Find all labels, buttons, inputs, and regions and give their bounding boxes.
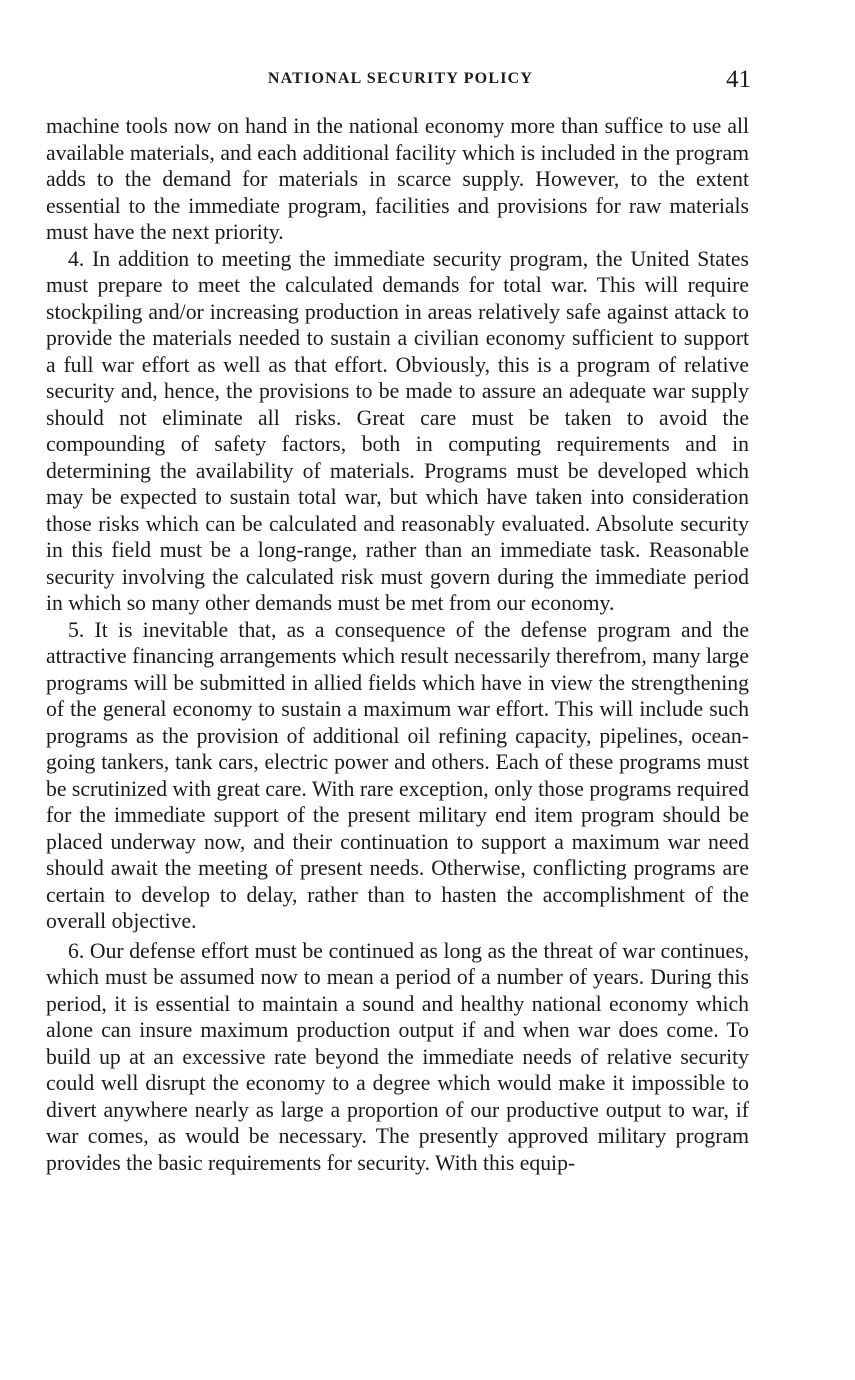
running-header xyxy=(46,66,755,96)
body-text xyxy=(46,113,749,1176)
paragraph-continuation: machine tools now on hand in the national economy more than suffice to use all available materials, and each additional facility which is included in the program adds to the demand for materials in scarce supply. However, to the extent essential to the immediate program, facilities and provisions for raw materials must have the next priority. xyxy=(46,114,749,244)
paragraph-6: 6. Our defense effort must be continued as long as the threat of war continues, which must be assumed now to mean a period of a number of years. During this period, it is essential to maintain a sound and healthy national economy which alone can insure maximum production output if and when war does come. To build up at an excessive rate beyond the immediate needs of relative security could well disrupt the economy to a degree which would make it impossible to divert anywhere nearly as large a proportion of our productive output to war, if war comes, as would be necessary. The presently approved military program provides the basic requirements for security. With this equip- xyxy=(46,938,749,1175)
paragraph-5: 5. It is inevitable that, as a consequence of the defense program and the attractive financing arrangements which result necessarily therefrom, many large programs will be submitted in allied fields which have in view the strengthening of the general economy to sustain a maximum war effort. This will include such programs as the provision of additional oil refining capacity, pipelines, ocean-going tankers, tank cars, electric power and others. Each of these programs must be scrutinized with great care. With rare exception, only those programs required for the immediate support of the present military end item program should be placed underway now, and their continuation to support a maximum war need should await the meeting of present needs. Otherwise, conflicting programs are certain to develop to delay, rather than to hasten the accomplishment of the overall objective. xyxy=(46,617,749,933)
paragraph-4: 4. In addition to meeting the immediate security program, the United States must prepare to meet the calculated demands for total war. This will require stockpiling and/or increasing production in areas relatively safe against attack to provide the materials needed to sustain a civilian economy sufficient to support a full war effort as well as that effort. Obviously, this is a program of relative security and, hence, the provisions to be made to assure an adequate war supply should not eliminate all risks. Great care must be taken to avoid the compounding of safety factors, both in computing requirements and in determining the availability of materials. Programs must be developed which may be expected to sustain total war, but which have taken into consideration those risks which can be calculated and reasonably evaluated. Absolute security in this field must be a long-range, rather than an immediate task. Reasonable security involving the calculated risk must govern during the immediate period in which so many other demands must be met from our economy. xyxy=(46,246,749,615)
page-number: 41 xyxy=(726,66,751,93)
running-title: NATIONAL SECURITY POLICY xyxy=(267,70,534,87)
